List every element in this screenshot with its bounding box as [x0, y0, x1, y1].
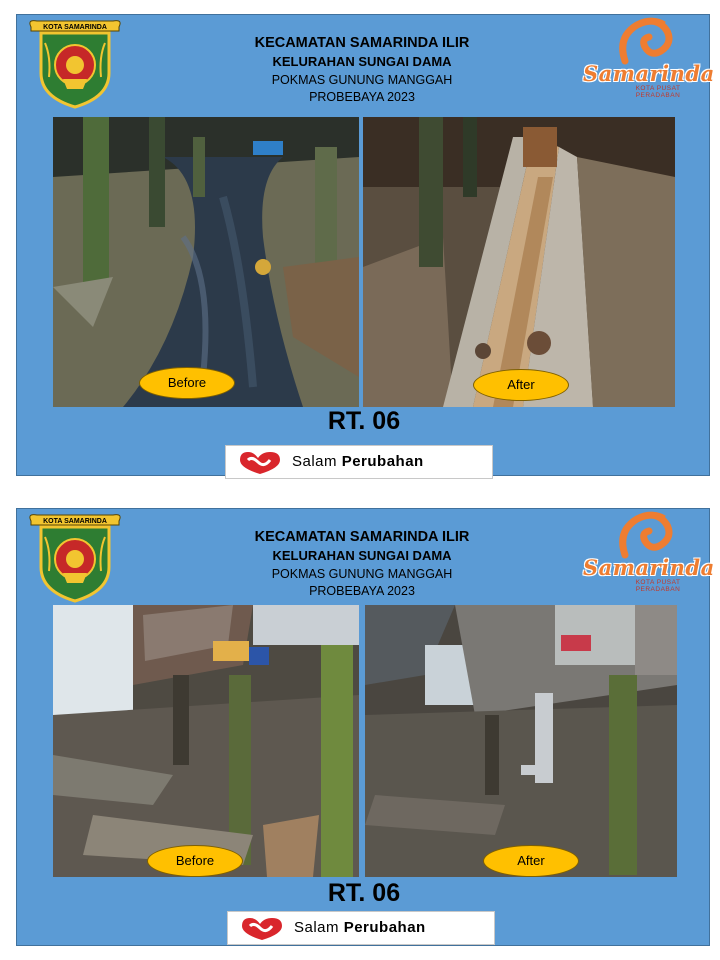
program-year: PROBEBAYA 2023	[309, 90, 415, 104]
salam-word: Salam	[292, 453, 338, 470]
samarinda-wordmark: Samarinda	[583, 555, 715, 580]
salam-perubahan-text	[292, 453, 424, 470]
samarinda-brand-logo	[583, 511, 715, 597]
pokmas-name: POKMAS GUNUNG MANGGAH	[271, 73, 453, 87]
samarinda-tagline: KOTA PUSAT PERADABAN	[635, 85, 681, 99]
after-label: After	[483, 845, 579, 877]
kecamatan-title: KECAMATAN SAMARINDA ILIR	[254, 529, 470, 545]
after-photo	[363, 117, 675, 407]
kecamatan-title: KECAMATAN SAMARINDA ILIR	[254, 35, 470, 51]
samarinda-swirl-icon	[615, 17, 673, 65]
kota-samarinda-crest-icon	[23, 17, 127, 109]
salam-perubahan-heart-icon	[236, 450, 284, 476]
rt-label: RT. 06	[327, 407, 401, 435]
salam-perubahan-text	[294, 919, 426, 936]
program-year: PROBEBAYA 2023	[309, 584, 415, 598]
kelurahan-subtitle: KELURAHAN SUNGAI DAMA	[272, 54, 452, 69]
perubahan-word: Perubahan	[341, 453, 424, 470]
salam-word: Salam	[294, 919, 340, 936]
samarinda-brand-logo	[583, 17, 715, 103]
samarinda-swirl-icon	[615, 511, 673, 559]
crest-text: KOTA SAMARINDA	[43, 24, 107, 31]
salam-perubahan-heart-icon	[238, 916, 286, 942]
samarinda-tagline: KOTA PUSAT PERADABAN	[635, 579, 681, 593]
slide-1	[16, 14, 715, 476]
pokmas-name: POKMAS GUNUNG MANGGAH	[271, 567, 453, 581]
before-label: Before	[147, 845, 243, 877]
before-photo	[53, 605, 359, 877]
before-label: Before	[139, 367, 235, 399]
after-photo	[365, 605, 677, 877]
kelurahan-subtitle: KELURAHAN SUNGAI DAMA	[272, 548, 452, 563]
crest-text: KOTA SAMARINDA	[43, 518, 107, 525]
header-titles	[147, 33, 577, 106]
rt-label: RT. 06	[327, 879, 401, 907]
perubahan-word: Perubahan	[343, 919, 426, 936]
before-photo	[53, 117, 359, 407]
salam-perubahan-banner	[225, 445, 493, 479]
salam-perubahan-banner	[227, 911, 495, 945]
after-label: After	[473, 369, 569, 401]
header-titles	[147, 527, 577, 600]
slide-2	[16, 508, 715, 946]
kota-samarinda-crest-icon	[23, 511, 127, 603]
samarinda-wordmark: Samarinda	[583, 61, 715, 86]
